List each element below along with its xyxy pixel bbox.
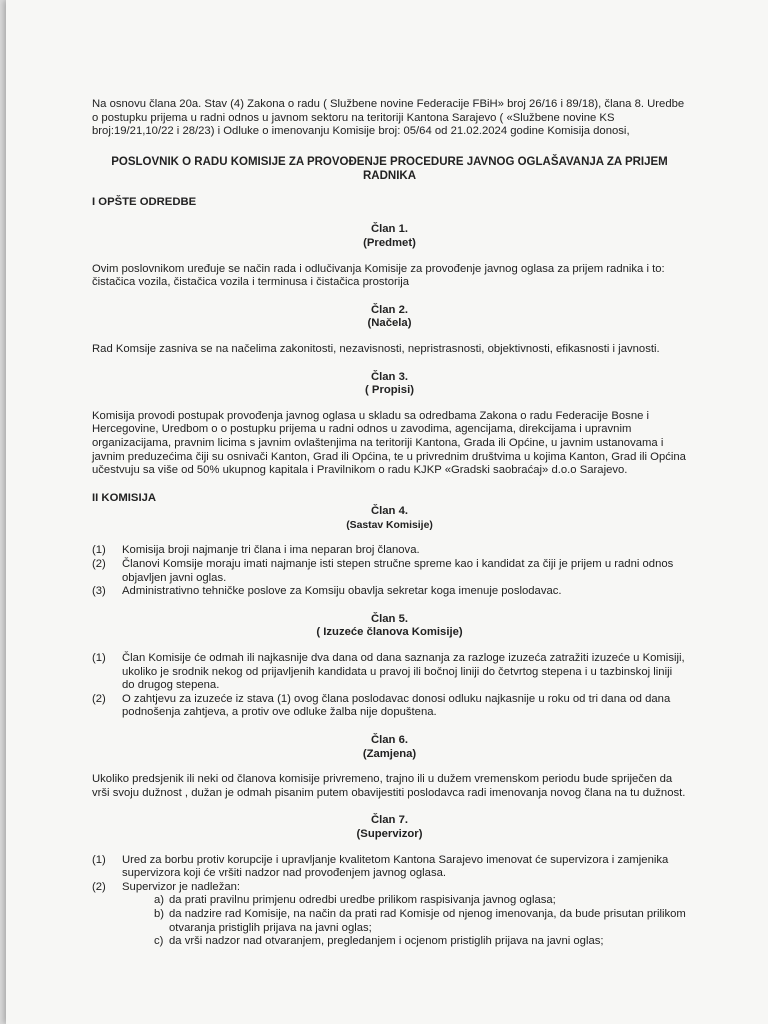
- item-number: (3): [92, 585, 106, 598]
- article-4: [92, 505, 687, 599]
- sub-item-letter: b): [154, 907, 165, 920]
- article-text: Komisija provodi postupak provođenja javnog oglasa u skladu sa odredbama Zakona o radu Federacije Bosne i Hercegovine, Uredbom o o postupku prijema u radni odnos u zavodima, agencijama, direkcijama i upravnim organizacijama, pravnim licima s javnim ovlaštenjima na teritoriji Kantona, Grada ili Općine, u javnim ustanovama i javnim preduzećima čiji su osnivači Kanton, Grad ili Općina, te u privrednim društvima u kojima Kanton, Grad ili Općina učestvuju sa više od 50% ukupnog kapitala i Pravilnikom o radu KJKP «Gradski saobraćaj» d.o.o Sarajevo.: [92, 409, 686, 477]
- list-item: [92, 544, 687, 558]
- sub-item-letter: c): [154, 935, 164, 948]
- document-title: POSLOVNIK O RADU KOMISIJE ZA PROVOĐENJE PROCEDURE JAVNOG OGLAŠAVANJA ZA PRIJEM RADNIKA: [111, 155, 668, 182]
- item-number: (2): [92, 692, 106, 705]
- article-items: [92, 544, 687, 598]
- sub-items: [122, 894, 687, 948]
- article-1: [92, 223, 687, 289]
- item-text: Članovi Komsije moraju imati najmanje isti stepen stručne spreme kao i kandidat za čiji je prijem u radni odnos objavljen javni oglas.: [122, 558, 674, 584]
- article-5: [92, 613, 687, 720]
- article-6: [92, 734, 687, 800]
- article-3: [92, 371, 687, 478]
- sub-item-text: da prati pravilnu primjenu odredbi uredbe prilikom raspisivanja javnog oglasa;: [169, 894, 556, 907]
- item-text: Ured za borbu protiv korupcije i upravljanje kvalitetom Kantona Sarajevo imenovat će supervizora i zamjenika supervizora koji će vršiti nadzor nad provođenjem javnog oglasa.: [122, 853, 669, 880]
- article-items: [92, 854, 687, 949]
- article-number: Član 7.: [370, 814, 409, 827]
- article-text: Rad Komsije zasniva se na načelima zakonitosti, nezavisnosti, nepristrasnosti, objektivnosti, efikasnosti i javnosti.: [92, 342, 660, 355]
- sub-item-letter: a): [154, 894, 165, 907]
- list-item: [92, 558, 687, 585]
- list-item: [92, 693, 687, 720]
- article-number: Član 6.: [370, 734, 409, 746]
- document-content: [92, 98, 687, 949]
- article-text: Ukoliko predsjenik ili neki od članova komisije privremeno, trajno ili u dužem vremenskom periodu bude spriječen da vrši svoju dužnost , dužan je odmah pisanim putem obavijestiti poslodavca radi imenovanja novog člana na tu dužnost.: [92, 773, 686, 799]
- item-number: (1): [92, 853, 106, 866]
- sub-item-text: da vrši nadzor nad otvaranjem, pregledanjem i ocjenom pristiglih prijava na javni oglas;: [169, 935, 604, 948]
- article-name: (Sastav Komisije): [346, 519, 433, 531]
- article-name: ( Propisi): [365, 384, 414, 397]
- article-name: (Zamjena): [362, 747, 417, 760]
- article-number: Član 2.: [370, 303, 409, 316]
- article-items: [92, 652, 687, 720]
- intro-paragraph: Na osnovu člana 20a. Stav (4) Zakona o radu ( Službene novine Federacije FBiH» broj 26/16 i 89/18), člana 8. Uredbe o postupku prijema u radni odnos u javnom sektoru na teritoriji Kantona Sarajevo ( «Službene novine KS broj:19/21,10/22 i 28/23) i Odluke o imenovanju Komisije broj: 05/64 od 21.02.2024 godine Komisija donosi,: [92, 98, 685, 138]
- sub-item: [140, 935, 687, 949]
- article-number: Član 5.: [370, 612, 409, 625]
- list-item: [92, 881, 687, 949]
- article-text: Ovim poslovnikom uređuje se način rada i odlučivanja Komisije za provođenje javnog oglasa za prijem radnika i to: čistačica vozila, čistačica vozila i terminusa i čistačica prostorija: [92, 262, 665, 289]
- item-text: Član Komisije će odmah ili najkasnije dva dana od dana saznanja za razloge izuzeća zatražiti izuzeće u Komisiji, ukoliko je srodnik nekog od prijavljenih kandidata u pravoj ili bočnoj liniji do četvrtog stepena i u tazbinskoj liniji do drugog stepena.: [122, 652, 685, 692]
- list-item: [92, 652, 687, 693]
- item-number: (2): [92, 880, 106, 893]
- article-number: Član 3.: [370, 370, 409, 383]
- sub-item: [140, 894, 687, 908]
- item-text: O zahtjevu za izuzeće iz stava (1) ovog člana poslodavac donosi odluku najkasnije u roku od tri dana od dana podnošenja zahtjeva, a protiv ove odluke žalba nije dopuštena.: [122, 692, 671, 719]
- article-name: ( Izuzeće članova Komisije): [316, 626, 463, 639]
- sub-item: [140, 908, 687, 935]
- item-text: Komisija broji najmanje tri člana i ima neparan broj članova.: [122, 544, 420, 557]
- article-name: (Supervizor): [356, 827, 423, 840]
- article-name: (Načela): [367, 317, 412, 330]
- sub-item-text: da nadzire rad Komisije, na način da prati rad Komisje od njenog imenovanja, da bude prisutan prilikom otvaranja pristiglih prijava na javni oglas;: [169, 907, 686, 934]
- article-2: [92, 304, 687, 357]
- article-number: Član 1.: [370, 223, 409, 236]
- list-item: [92, 585, 687, 599]
- item-number: (1): [92, 652, 106, 665]
- document-page: [6, 0, 768, 1024]
- item-text: Supervizor je nadležan:: [122, 880, 241, 893]
- article-name: (Predmet): [363, 236, 416, 249]
- item-number: (2): [92, 558, 106, 571]
- article-number: Član 4.: [370, 505, 409, 518]
- section-heading-2: II KOMISIJA: [92, 491, 157, 504]
- item-number: (1): [92, 544, 106, 557]
- article-7: [92, 814, 687, 948]
- item-text: Administrativno tehničke poslove za Komsiju obavlja sekretar koga imenuje poslodavac.: [122, 585, 562, 598]
- list-item: [92, 854, 687, 881]
- section-heading-1: I OPŠTE ODREDBE: [92, 195, 197, 208]
